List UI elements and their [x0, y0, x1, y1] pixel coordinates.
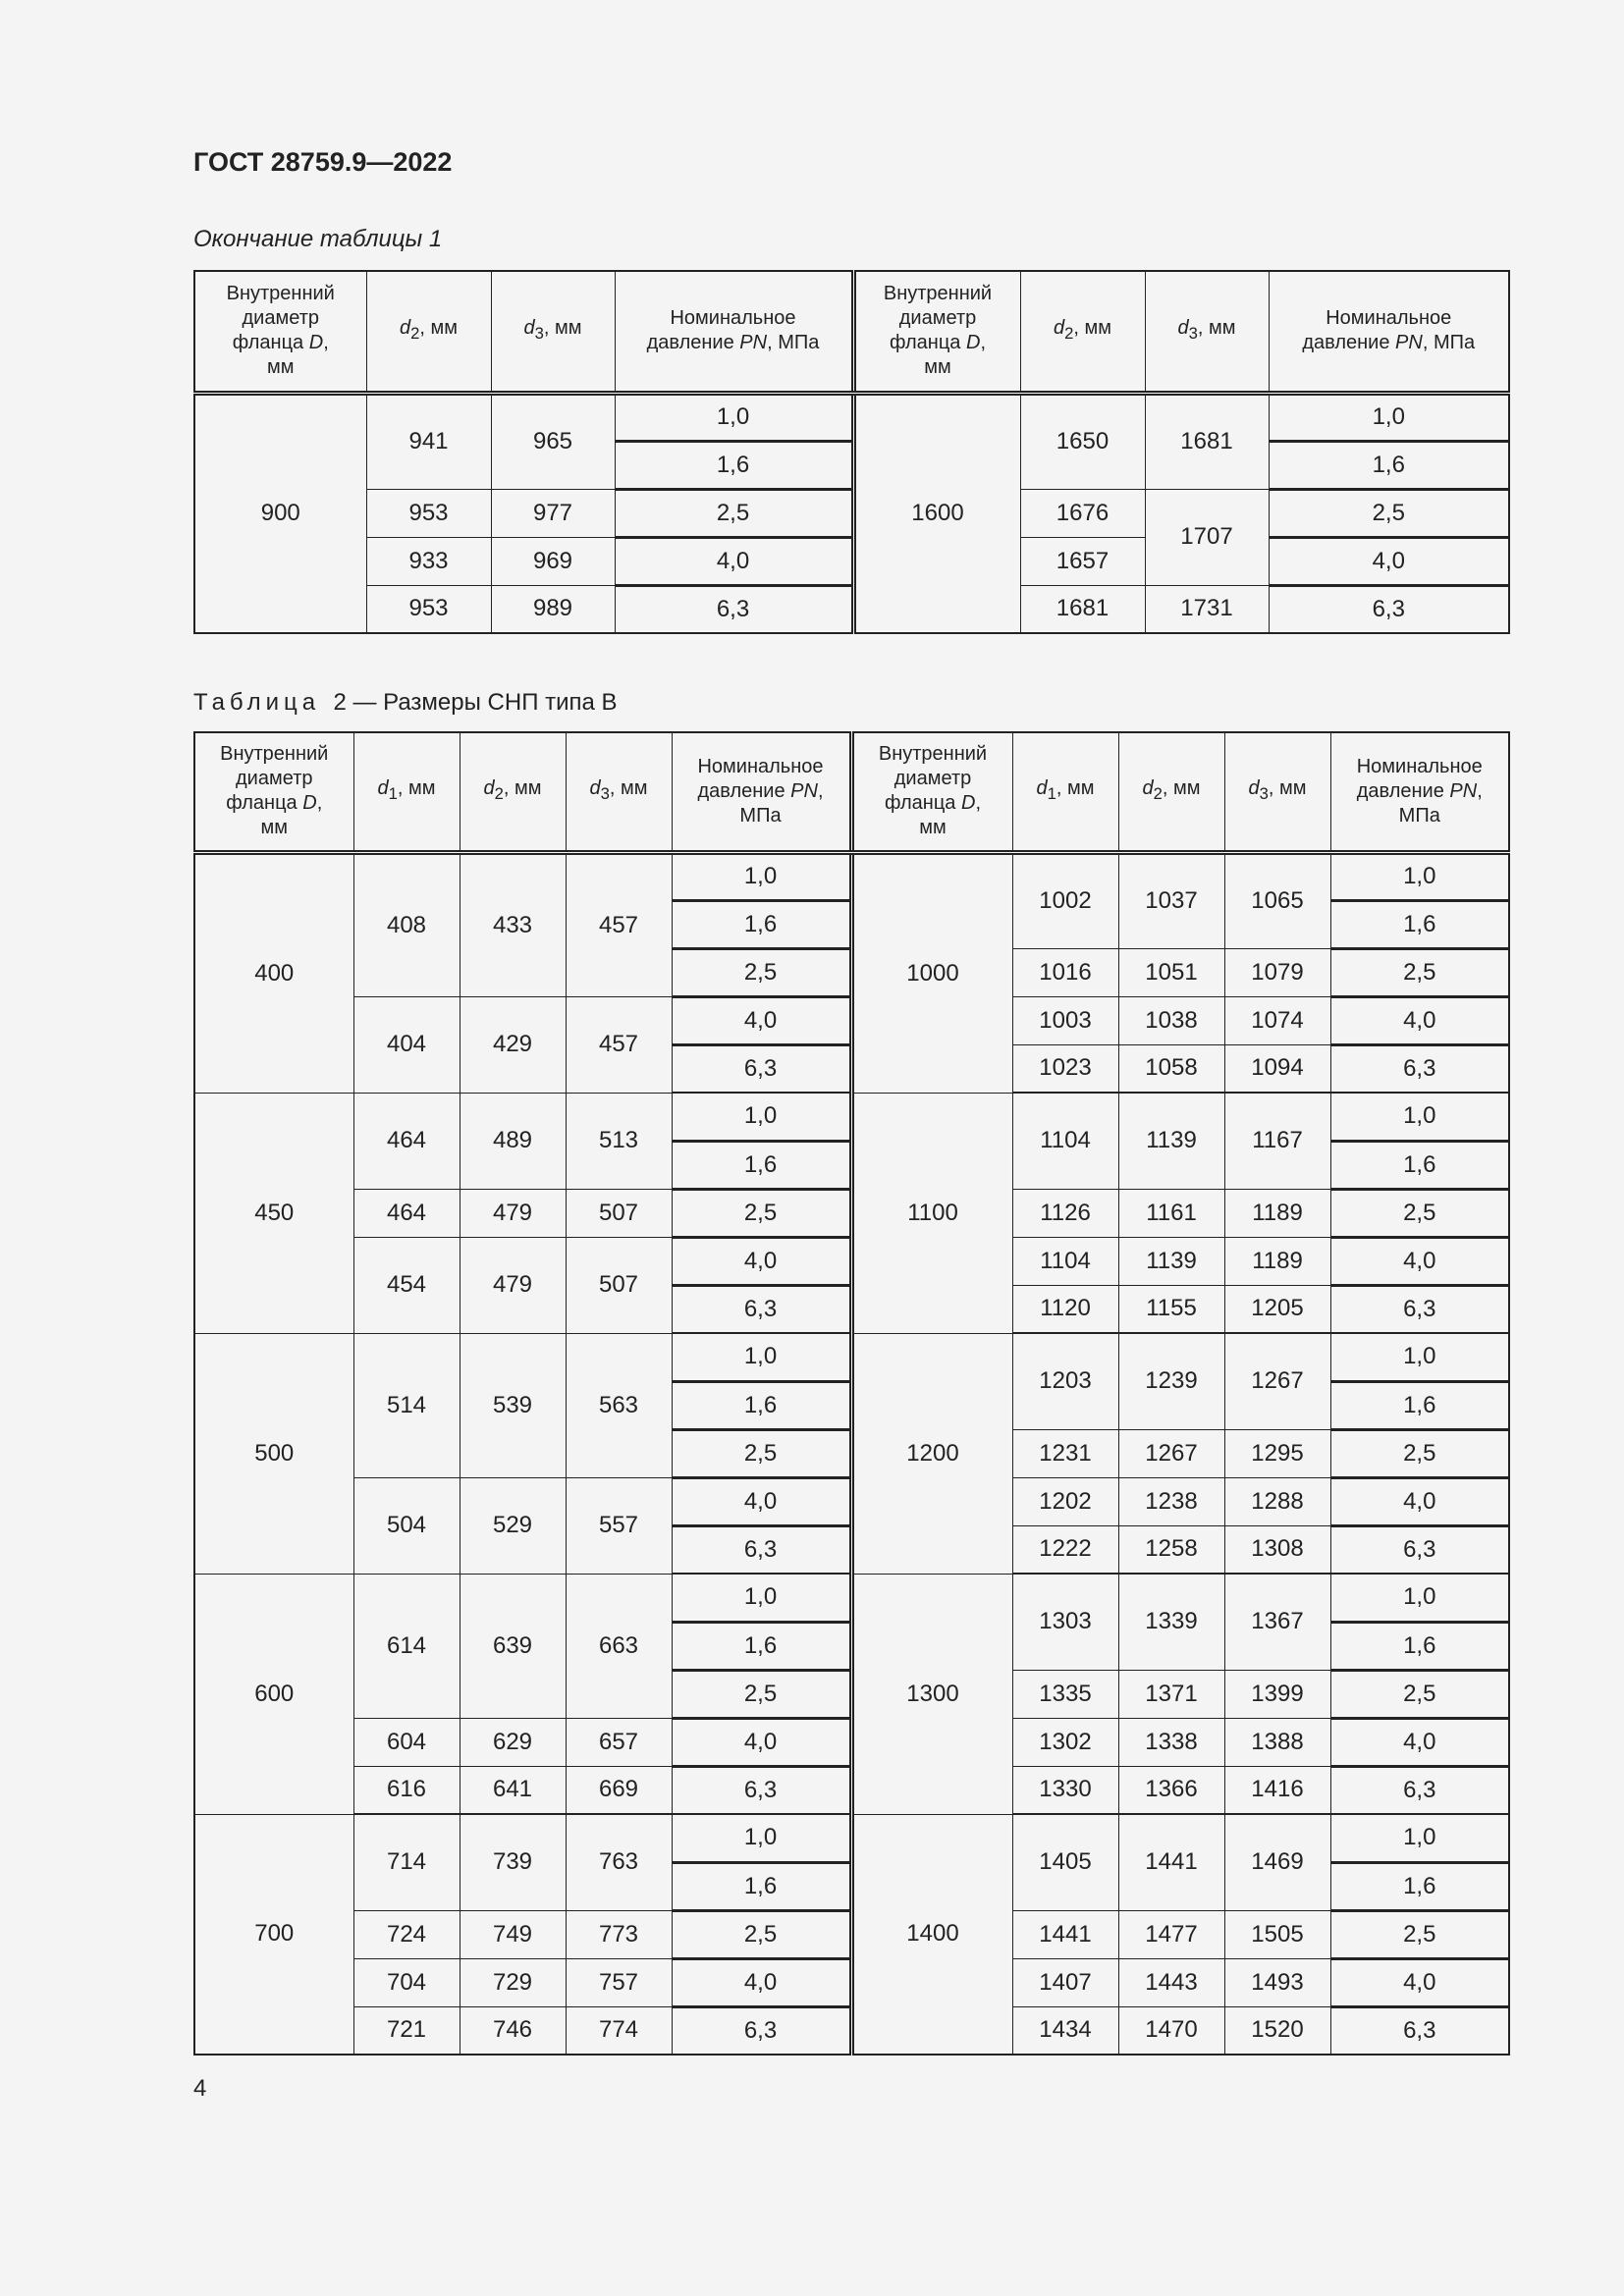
table-cell-pn: 1,6 [672, 1862, 851, 1910]
table-cell-d3: 1205 [1224, 1285, 1330, 1333]
table-cell-pn: 2,5 [672, 1670, 851, 1718]
table-row [194, 1333, 1509, 1381]
table-cell-d2: 433 [460, 852, 566, 996]
table-cell-d3: 1074 [1224, 996, 1330, 1044]
table-cell-pn: 4,0 [672, 1958, 851, 2006]
table-cell-d1: 1407 [1012, 1958, 1118, 2006]
table-cell-d3: 1399 [1224, 1670, 1330, 1718]
table-cell-d1: 1104 [1012, 1237, 1118, 1285]
table-cell-d1: 724 [353, 1910, 460, 1958]
table-cell-d2: 629 [460, 1718, 566, 1766]
table-cell-d1: 1023 [1012, 1044, 1118, 1093]
table-cell-d3: 1295 [1224, 1429, 1330, 1477]
table-cell-pn: 4,0 [1330, 1477, 1509, 1525]
table-cell-d2: 1681 [1020, 585, 1145, 633]
table-cell-d3: 1094 [1224, 1044, 1330, 1093]
table-cell-d3: 1493 [1224, 1958, 1330, 2006]
table-cell-d2: 1161 [1118, 1189, 1224, 1237]
table-cell-d3: 657 [566, 1718, 672, 1766]
header-inner-diameter: Внутренний диаметр фланца D, мм [853, 271, 1020, 393]
table-cell-d3: 1308 [1224, 1525, 1330, 1574]
table-cell-d2: 479 [460, 1237, 566, 1333]
table1 [193, 270, 1510, 634]
table-cell-d1: 1126 [1012, 1189, 1118, 1237]
header-inner-diameter: Внутренний диаметр фланца D, мм [851, 732, 1012, 852]
table-cell-d1: 1330 [1012, 1766, 1118, 1814]
table-row [194, 1093, 1509, 1141]
table-cell-d2: 746 [460, 2006, 566, 2055]
table-cell-d1: 616 [353, 1766, 460, 1814]
table-cell-pn: 4,0 [615, 537, 853, 585]
table-cell-pn: 2,5 [1330, 948, 1509, 996]
table-cell-pn: 2,5 [1330, 1670, 1509, 1718]
table-cell-d2: 1650 [1020, 393, 1145, 489]
table-cell-d3: 763 [566, 1814, 672, 1910]
table-cell-pn: 6,3 [672, 2006, 851, 2055]
table-cell-pn: 1,0 [1330, 1814, 1509, 1862]
table1-caption: Окончание таблицы 1 [193, 226, 443, 252]
table-cell-d2: 1676 [1020, 489, 1145, 537]
table-cell-pn: 6,3 [1330, 1285, 1509, 1333]
table-cell-d2: 1051 [1118, 948, 1224, 996]
header-d2: $d_2$, мм [460, 732, 566, 852]
table-cell-d1: 1222 [1012, 1525, 1118, 1574]
table-cell-pn: 6,3 [672, 1766, 851, 1814]
table-cell-d1: 1303 [1012, 1574, 1118, 1670]
table-cell-pn: 1,0 [672, 1574, 851, 1622]
table-cell-d2: 639 [460, 1574, 566, 1718]
table-cell-d3: 457 [566, 852, 672, 996]
table-cell-d2: 1037 [1118, 852, 1224, 948]
table-cell-pn: 2,5 [1330, 1189, 1509, 1237]
table-cell-pn: 1,6 [672, 1622, 851, 1670]
table-cell-d3: 557 [566, 1477, 672, 1574]
table-cell-d2: 1443 [1118, 1958, 1224, 2006]
table-cell-d2: 1239 [1118, 1333, 1224, 1429]
table-cell-pn: 4,0 [672, 1237, 851, 1285]
table-cell-diameter: 600 [194, 1574, 353, 1814]
table-cell-d1: 1434 [1012, 2006, 1118, 2055]
table-cell-pn: 2,5 [672, 1429, 851, 1477]
header-d3: $d_3$, мм [1145, 271, 1269, 393]
table-cell-d2: 539 [460, 1333, 566, 1477]
table-cell-pn: 1,6 [1330, 900, 1509, 948]
table-cell-pn: 2,5 [1269, 489, 1509, 537]
table-cell-pn: 4,0 [1330, 1718, 1509, 1766]
table-cell-d1: 1104 [1012, 1093, 1118, 1189]
table-cell-d1: 714 [353, 1814, 460, 1910]
table-cell-d2: 739 [460, 1814, 566, 1910]
table-cell-d3: 774 [566, 2006, 672, 2055]
table-cell-d3: 457 [566, 996, 672, 1093]
table-cell-pn: 1,0 [672, 1333, 851, 1381]
header-d3: $d_3$, мм [491, 271, 615, 393]
table-cell-diameter: 900 [194, 393, 366, 633]
table-cell-diameter: 1600 [853, 393, 1020, 633]
header-d1: $d_1$, мм [1012, 732, 1118, 852]
table-cell-pn: 6,3 [1269, 585, 1509, 633]
table-cell-d3: 969 [491, 537, 615, 585]
table-cell-pn: 1,0 [672, 852, 851, 900]
table-cell-d2: 729 [460, 1958, 566, 2006]
table-cell-d2: 1338 [1118, 1718, 1224, 1766]
table-cell-pn: 4,0 [672, 996, 851, 1044]
table-cell-diameter: 500 [194, 1333, 353, 1574]
table-cell-diameter: 1200 [851, 1333, 1012, 1574]
table-cell-pn: 1,0 [1330, 1574, 1509, 1622]
table-cell-d2: 1339 [1118, 1574, 1224, 1670]
table-cell-d3: 513 [566, 1093, 672, 1189]
table-cell-d1: 1231 [1012, 1429, 1118, 1477]
table-cell-pn: 2,5 [672, 948, 851, 996]
table-cell-d2: 1038 [1118, 996, 1224, 1044]
table-cell-d2: 1058 [1118, 1044, 1224, 1093]
table-cell-d2: 529 [460, 1477, 566, 1574]
table-cell-d1: 504 [353, 1477, 460, 1574]
table-cell-pn: 1,0 [1330, 852, 1509, 900]
table-cell-d2: 1657 [1020, 537, 1145, 585]
table-cell-pn: 1,0 [672, 1093, 851, 1141]
table-cell-d2: 1441 [1118, 1814, 1224, 1910]
table-cell-d2: 1477 [1118, 1910, 1224, 1958]
table-cell-diameter: 1300 [851, 1574, 1012, 1814]
table-cell-d2: 1366 [1118, 1766, 1224, 1814]
table-cell-d3: 1681 [1145, 393, 1269, 489]
table-cell-pn: 6,3 [1330, 1766, 1509, 1814]
header-inner-diameter: Внутренний диаметр фланца D, мм [194, 732, 353, 852]
table-cell-d1: 1302 [1012, 1718, 1118, 1766]
table-cell-d3: 563 [566, 1333, 672, 1477]
table-cell-pn: 2,5 [1330, 1910, 1509, 1958]
table-cell-d2: 933 [366, 537, 491, 585]
table-row [194, 1574, 1509, 1622]
table-cell-pn: 6,3 [672, 1525, 851, 1574]
table-cell-d3: 977 [491, 489, 615, 537]
table-cell-d2: 1238 [1118, 1477, 1224, 1525]
table-cell-pn: 6,3 [615, 585, 853, 633]
table-cell-d3: 1367 [1224, 1574, 1330, 1670]
header-d1: $d_1$, мм [353, 732, 460, 852]
table2-body [194, 852, 1509, 2055]
table-cell-d3: 1167 [1224, 1093, 1330, 1189]
table-cell-pn: 1,6 [672, 1141, 851, 1189]
table-cell-pn: 1,6 [1330, 1141, 1509, 1189]
table-cell-pn: 1,0 [672, 1814, 851, 1862]
table-cell-d3: 507 [566, 1237, 672, 1333]
table-row [194, 852, 1509, 900]
header-inner-diameter: Внутренний диаметр фланца D, мм [194, 271, 366, 393]
header-nominal-pressure: Номинальное давление PN, МПа [615, 271, 853, 393]
table-cell-d1: 408 [353, 852, 460, 996]
table-cell-d3: 1416 [1224, 1766, 1330, 1814]
table-cell-d3: 1065 [1224, 852, 1330, 948]
table-cell-d1: 464 [353, 1093, 460, 1189]
table-cell-d1: 1016 [1012, 948, 1118, 996]
table-cell-pn: 6,3 [672, 1285, 851, 1333]
table-cell-d2: 1139 [1118, 1093, 1224, 1189]
table-cell-d3: 1731 [1145, 585, 1269, 633]
table-cell-d2: 479 [460, 1189, 566, 1237]
table-cell-pn: 1,6 [615, 441, 853, 489]
table-cell-d3: 965 [491, 393, 615, 489]
table-cell-d3: 1469 [1224, 1814, 1330, 1910]
table-cell-pn: 6,3 [1330, 2006, 1509, 2055]
document-header: ГОСТ 28759.9—2022 [193, 147, 453, 177]
table-cell-d3: 507 [566, 1189, 672, 1237]
table-cell-pn: 1,6 [672, 900, 851, 948]
table-cell-d2: 429 [460, 996, 566, 1093]
table-cell-d2: 1139 [1118, 1237, 1224, 1285]
table-cell-d2: 749 [460, 1910, 566, 1958]
table-cell-pn: 2,5 [615, 489, 853, 537]
table-cell-d1: 1203 [1012, 1333, 1118, 1429]
table-cell-diameter: 1400 [851, 1814, 1012, 2055]
table-cell-pn: 6,3 [1330, 1044, 1509, 1093]
table-cell-pn: 1,6 [1269, 441, 1509, 489]
table-cell-d1: 1202 [1012, 1477, 1118, 1525]
table-cell-pn: 1,0 [1330, 1093, 1509, 1141]
table-cell-diameter: 700 [194, 1814, 353, 2055]
table2-caption: Таблица 2 — Размеры СНП типа В [193, 689, 618, 716]
table-cell-d1: 514 [353, 1333, 460, 1477]
table-cell-d1: 454 [353, 1237, 460, 1333]
table-cell-d1: 464 [353, 1189, 460, 1237]
header-d3: $d_3$, мм [1224, 732, 1330, 852]
table-cell-d3: 1288 [1224, 1477, 1330, 1525]
table-cell-pn: 6,3 [672, 1044, 851, 1093]
table-cell-diameter: 1100 [851, 1093, 1012, 1333]
table-cell-d1: 1002 [1012, 852, 1118, 948]
table2 [193, 731, 1510, 2056]
table-cell-d1: 1441 [1012, 1910, 1118, 1958]
table-cell-pn: 2,5 [672, 1910, 851, 1958]
table-cell-d3: 1520 [1224, 2006, 1330, 2055]
header-d2: $d_2$, мм [366, 271, 491, 393]
table-cell-pn: 4,0 [1330, 1237, 1509, 1285]
header-nominal-pressure: Номинальное давление PN, МПа [1330, 732, 1509, 852]
table-cell-d2: 1470 [1118, 2006, 1224, 2055]
table-cell-d2: 1155 [1118, 1285, 1224, 1333]
header-nominal-pressure: Номинальное давление PN, МПа [672, 732, 851, 852]
table-cell-pn: 1,6 [1330, 1862, 1509, 1910]
table-cell-pn: 4,0 [672, 1718, 851, 1766]
header-d2: $d_2$, мм [1020, 271, 1145, 393]
table-cell-d1: 721 [353, 2006, 460, 2055]
table-cell-d2: 489 [460, 1093, 566, 1189]
table-cell-d3: 1707 [1145, 489, 1269, 585]
table-cell-pn: 1,6 [1330, 1381, 1509, 1429]
table-cell-d3: 989 [491, 585, 615, 633]
table-cell-pn: 2,5 [672, 1189, 851, 1237]
table-cell-diameter: 400 [194, 852, 353, 1093]
table-cell-d2: 953 [366, 489, 491, 537]
table-cell-d2: 1371 [1118, 1670, 1224, 1718]
table-cell-pn: 1,6 [672, 1381, 851, 1429]
table-cell-d3: 1079 [1224, 948, 1330, 996]
table-cell-pn: 2,5 [1330, 1429, 1509, 1477]
table-cell-pn: 4,0 [672, 1477, 851, 1525]
table-cell-d3: 1189 [1224, 1237, 1330, 1285]
table-cell-pn: 4,0 [1269, 537, 1509, 585]
table-cell-pn: 1,6 [1330, 1622, 1509, 1670]
table-cell-pn: 1,0 [1330, 1333, 1509, 1381]
table-cell-d3: 1505 [1224, 1910, 1330, 1958]
table-cell-pn: 4,0 [1330, 1958, 1509, 2006]
table-cell-d3: 757 [566, 1958, 672, 2006]
table-cell-d2: 953 [366, 585, 491, 633]
table-cell-d2: 1258 [1118, 1525, 1224, 1574]
table-cell-d1: 1405 [1012, 1814, 1118, 1910]
table-cell-d1: 1003 [1012, 996, 1118, 1044]
table-cell-pn: 1,0 [615, 393, 853, 441]
table-row [194, 1814, 1509, 1862]
table-cell-d2: 641 [460, 1766, 566, 1814]
table-cell-pn: 1,0 [1269, 393, 1509, 441]
table-cell-d1: 704 [353, 1958, 460, 2006]
header-d3: $d_3$, мм [566, 732, 672, 852]
table-cell-d1: 604 [353, 1718, 460, 1766]
table-cell-pn: 4,0 [1330, 996, 1509, 1044]
table-cell-d3: 1189 [1224, 1189, 1330, 1237]
table-cell-d3: 773 [566, 1910, 672, 1958]
table-cell-d1: 614 [353, 1574, 460, 1718]
table-cell-d3: 1388 [1224, 1718, 1330, 1766]
table-cell-d3: 1267 [1224, 1333, 1330, 1429]
table-cell-d2: 1267 [1118, 1429, 1224, 1477]
table-cell-d2: 941 [366, 393, 491, 489]
table-cell-d1: 404 [353, 996, 460, 1093]
header-nominal-pressure: Номинальное давление PN, МПа [1269, 271, 1509, 393]
table-cell-d3: 663 [566, 1574, 672, 1718]
table-cell-d1: 1335 [1012, 1670, 1118, 1718]
table-cell-d1: 1120 [1012, 1285, 1118, 1333]
header-d2: $d_2$, мм [1118, 732, 1224, 852]
table-cell-pn: 6,3 [1330, 1525, 1509, 1574]
table-cell-diameter: 1000 [851, 852, 1012, 1093]
page-number: 4 [193, 2075, 207, 2102]
table-cell-d3: 669 [566, 1766, 672, 1814]
table-cell-diameter: 450 [194, 1093, 353, 1333]
